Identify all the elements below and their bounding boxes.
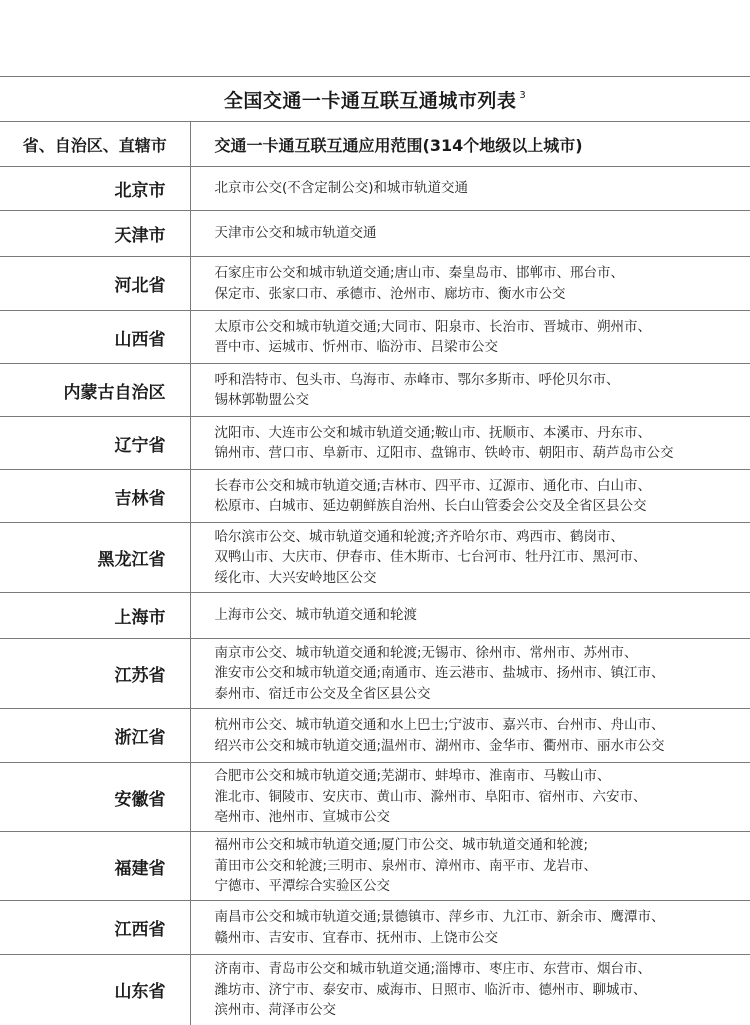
- province-cell: 天津市: [0, 211, 190, 257]
- scope-text-line: 南昌市公交和城市轨道交通;景德镇市、萍乡市、九江市、新余市、鹰潭市、: [214, 909, 665, 925]
- scope-cell: [190, 709, 750, 763]
- scope-text-line: 呼和浩特市、包头市、乌海市、赤峰市、鄂尔多斯市、呼伦贝尔市、: [214, 371, 620, 388]
- province-cell: 江苏省: [0, 639, 190, 709]
- table-row: [0, 470, 750, 523]
- scope-cell: [190, 417, 750, 470]
- scope-cell: [190, 832, 750, 901]
- table-row: [0, 763, 750, 832]
- province-cell: 安徽省: [0, 763, 190, 832]
- province-cell: 黑龙江省: [0, 523, 190, 593]
- scope-text-line: 松原市、白城市、延边朝鲜族自治州、长白山管委会公交及全省区县公交: [214, 498, 647, 514]
- province-cell: 吉林省: [0, 470, 190, 523]
- scope-text-line: 绍兴市公交和城市轨道交通;温州市、湖州市、金华市、衢州市、丽水市公交: [214, 737, 665, 754]
- scope-cell: [190, 364, 750, 417]
- scope-text-line: 南京市公交、城市轨道交通和轮渡;无锡市、徐州市、常州市、苏州市、: [214, 644, 638, 661]
- table-title-text: 全国交通一卡通互联互通城市列表: [223, 89, 517, 112]
- scope-text-line: 亳州市、池州市、宣城市公交: [214, 809, 390, 826]
- table-row: [0, 593, 750, 639]
- scope-text-line: 赣州市、吉安市、宜春市、抚州市、上饶市公交: [214, 929, 498, 946]
- scope-text-line: 锦州市、营口市、阜新市、辽阳市、盘锦市、铁岭市、朝阳市、葫芦岛市公交: [214, 445, 674, 461]
- scope-cell: [190, 955, 750, 1025]
- table-row: [0, 364, 750, 417]
- scope-cell: [190, 257, 750, 311]
- province-cell: 上海市: [0, 593, 190, 639]
- header-province: 省、自治区、直辖市: [0, 122, 190, 167]
- scope-cell: [190, 311, 750, 364]
- scope-text-line: 长春市公交和城市轨道交通;吉林市、四平市、辽源市、通化市、白山市、: [214, 477, 652, 494]
- table-row: [0, 167, 750, 211]
- scope-cell: [190, 211, 750, 257]
- table-row: [0, 257, 750, 311]
- scope-cell: [190, 901, 750, 955]
- header-scope: 交通一卡通互联互通应用范围(314个地级以上城市): [190, 122, 750, 167]
- scope-cell: [190, 593, 750, 639]
- scope-text-line: 晋中市、运城市、忻州市、临汾市、吕梁市公交: [214, 339, 498, 355]
- table-row: [0, 955, 750, 1025]
- scope-text-line: 北京市公交(不含定制公交)和城市轨道交通: [214, 180, 469, 197]
- province-cell: 福建省: [0, 832, 190, 901]
- scope-text-line: 宁德市、平潭综合实验区公交: [214, 878, 390, 895]
- scope-cell: [190, 167, 750, 211]
- scope-text-line: 潍坊市、济宁市、泰安市、威海市、日照市、临沂市、德州市、聊城市、: [214, 981, 647, 998]
- scope-text-line: 太原市公交和城市轨道交通;大同市、阳泉市、长治市、晋城市、朔州市、: [214, 318, 652, 335]
- scope-text-line: 锡林郭勒盟公交: [214, 392, 309, 408]
- province-cell: 河北省: [0, 257, 190, 311]
- title-row: [0, 77, 750, 122]
- table-row: [0, 709, 750, 763]
- scope-text-line: 淮安市公交和城市轨道交通;南通市、连云港市、盐城市、扬州市、镇江市、: [214, 665, 665, 682]
- scope-text-line: 沈阳市、大连市公交和城市轨道交通;鞍山市、抚顺市、本溪市、丹东市、: [214, 424, 652, 441]
- scope-text-line: 莆田市公交和轮渡;三明市、泉州市、漳州市、南平市、龙岩市、: [214, 857, 598, 874]
- province-cell: 辽宁省: [0, 417, 190, 470]
- province-cell: 北京市: [0, 167, 190, 211]
- scope-text-line: 济南市、青岛市公交和城市轨道交通;淄博市、枣庄市、东营市、烟台市、: [214, 961, 652, 977]
- scope-text-line: 绥化市、大兴安岭地区公交: [214, 569, 377, 586]
- scope-cell: [190, 763, 750, 832]
- scope-text-line: 杭州市公交、城市轨道交通和水上巴士;宁波市、嘉兴市、台州市、舟山市、: [214, 717, 665, 733]
- table-row: [0, 311, 750, 364]
- scope-text-line: 双鸭山市、大庆市、伊春市、佳木斯市、七台河市、牡丹江市、黑河市、: [214, 549, 647, 566]
- city-list-table: [0, 76, 750, 1025]
- title-footnote-marker: 3: [519, 89, 527, 101]
- scope-cell: [190, 470, 750, 523]
- table-row: [0, 417, 750, 470]
- scope-text-line: 合肥市公交和城市轨道交通;芜湖市、蚌埠市、淮南市、马鞍山市、: [214, 768, 611, 785]
- province-cell: 江西省: [0, 901, 190, 955]
- table-row: [0, 523, 750, 593]
- province-cell: 山西省: [0, 311, 190, 364]
- table-body: [0, 167, 750, 1025]
- scope-cell: [190, 523, 750, 593]
- scope-text-line: 滨州市、菏泽市公交: [214, 1002, 336, 1018]
- table-title: [0, 77, 750, 122]
- header-row: [0, 122, 750, 167]
- scope-cell: [190, 639, 750, 709]
- table-row: [0, 639, 750, 709]
- province-cell: 山东省: [0, 955, 190, 1025]
- province-cell: 浙江省: [0, 709, 190, 763]
- scope-text-line: 保定市、张家口市、承德市、沧州市、廊坊市、衡水市公交: [214, 285, 566, 302]
- province-cell: 内蒙古自治区: [0, 364, 190, 417]
- table-row: [0, 832, 750, 901]
- table-row: [0, 211, 750, 257]
- scope-text-line: 石家庄市公交和城市轨道交通;唐山市、秦皇岛市、邯郸市、邢台市、: [214, 265, 625, 281]
- table-row: [0, 901, 750, 955]
- scope-text-line: 上海市公交、城市轨道交通和轮渡: [214, 607, 417, 624]
- scope-text-line: 淮北市、铜陵市、安庆市、黄山市、滁州市、阜阳市、宿州市、六安市、: [214, 788, 647, 805]
- scope-text-line: 天津市公交和城市轨道交通: [214, 225, 377, 242]
- scope-text-line: 福州市公交和城市轨道交通;厦门市公交、城市轨道交通和轮渡;: [214, 837, 589, 854]
- scope-text-line: 泰州市、宿迁市公交及全省区县公交: [214, 685, 431, 702]
- scope-text-line: 哈尔滨市公交、城市轨道交通和轮渡;齐齐哈尔市、鸡西市、鹤岗市、: [214, 528, 625, 545]
